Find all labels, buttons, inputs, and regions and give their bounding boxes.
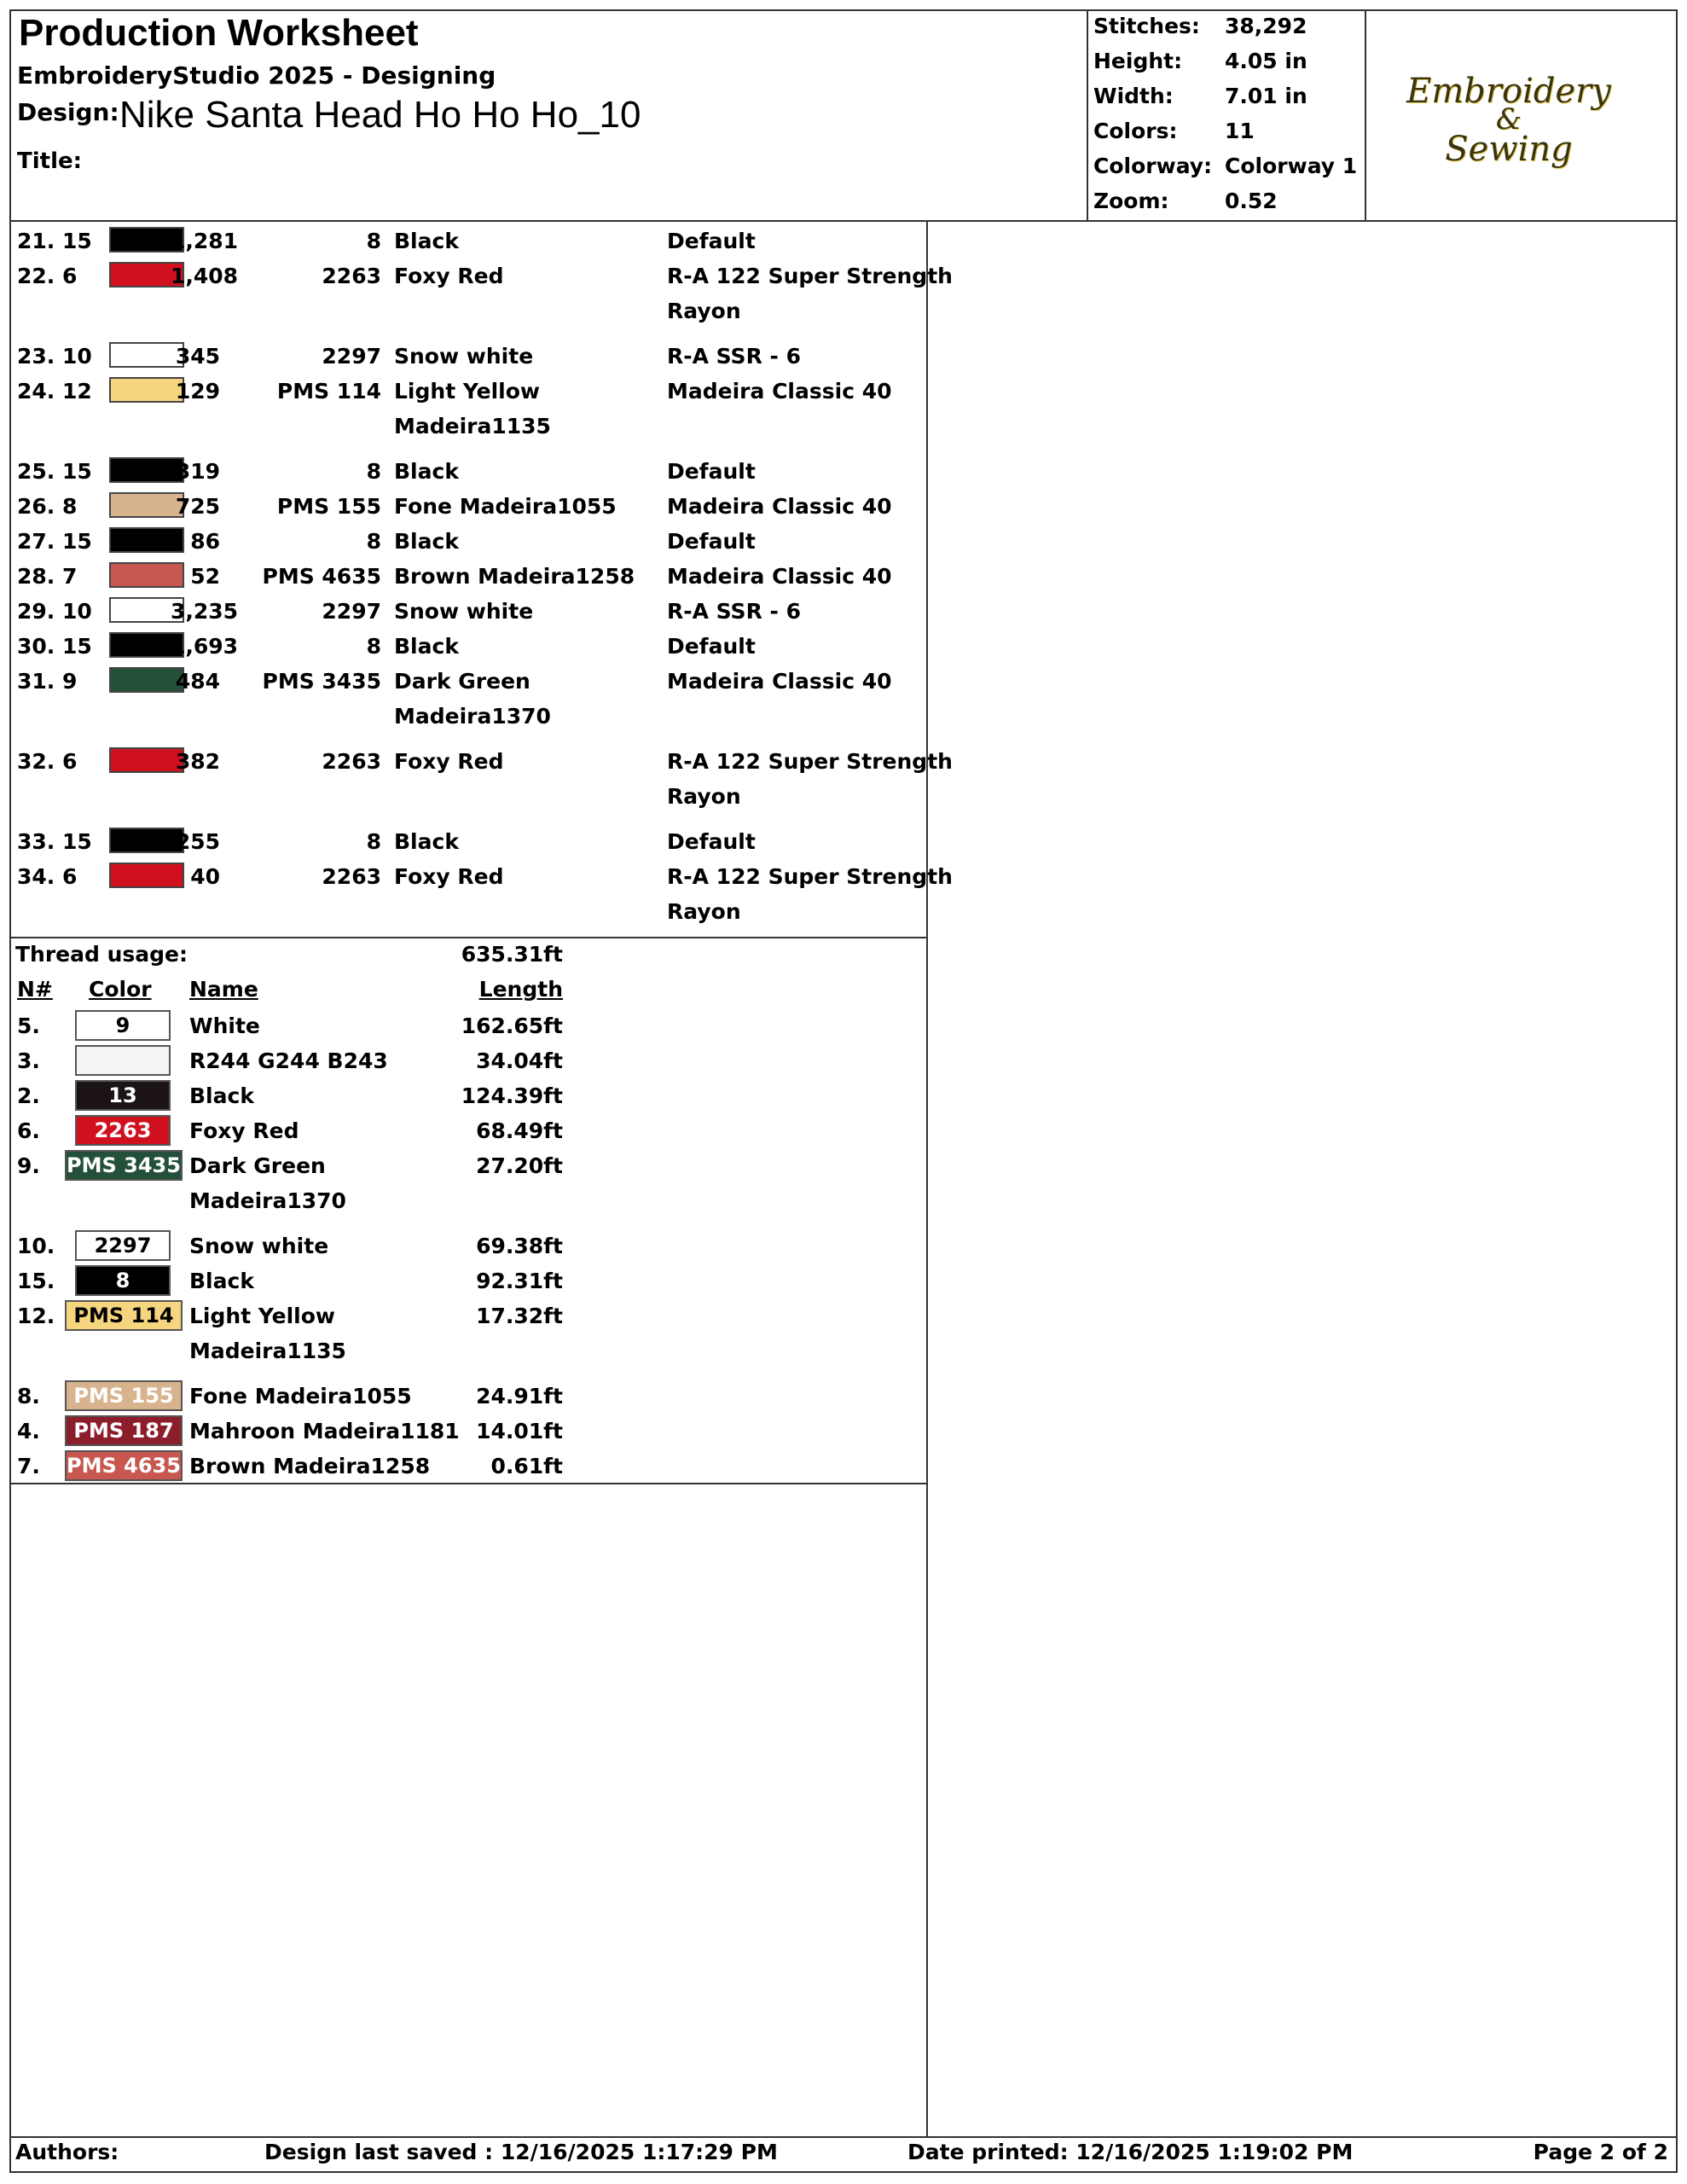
thread-usage-row [0, 1078, 926, 1113]
thread-code: 8 [366, 459, 381, 484]
thread-color-chip: PMS 114 [65, 1300, 183, 1331]
thread-usage-row [0, 1148, 926, 1213]
thread-name-continued: Madeira1370 [394, 704, 551, 729]
column-header-number: N# [17, 977, 53, 1002]
thread-number: 8. [17, 1384, 40, 1409]
stat-value: Colorway 1 [1225, 154, 1358, 178]
thread-color-chip: 2263 [75, 1115, 171, 1146]
sequence-index: 33. 15 [17, 829, 92, 854]
thread-length: 17.32ft [476, 1304, 563, 1328]
thread-name: Foxy Red [394, 749, 504, 774]
thread-usage-row [0, 1043, 926, 1078]
thread-usage-row [0, 1414, 926, 1449]
thread-chart: Madeira Classic 40 [667, 564, 892, 589]
stitch-count: 40 [190, 864, 220, 889]
thread-chart: Default [667, 634, 756, 659]
thread-chart: R-A SSR - 6 [667, 599, 801, 624]
stat-label: Colors: [1093, 119, 1178, 143]
stitch-count: 1,281 [171, 229, 239, 253]
stitch-count: 129 [175, 379, 220, 404]
thread-length: 0.61ft [490, 1454, 563, 1478]
column-header-name: Name [189, 977, 258, 1002]
thread-name-continued: Madeira1135 [394, 414, 551, 439]
stitch-count: 52 [190, 564, 220, 589]
thread-name: R244 G244 B243 [189, 1048, 388, 1073]
thread-name: Snow white [394, 599, 534, 624]
thread-number: 4. [17, 1419, 40, 1443]
thread-name: Black [394, 529, 459, 554]
thread-number: 6. [17, 1118, 40, 1143]
logo-line-1: Embroidery [1406, 72, 1611, 111]
thread-length: 34.04ft [476, 1048, 563, 1073]
stitch-count: 345 [175, 344, 220, 369]
sequence-row [0, 489, 926, 524]
sequence-index: 31. 9 [17, 669, 78, 694]
thread-code: 2297 [322, 599, 381, 624]
sequence-index: 28. 7 [17, 564, 78, 589]
stitch-count: 484 [175, 669, 220, 694]
thread-code: 2297 [322, 344, 381, 369]
thread-chart: Madeira Classic 40 [667, 494, 892, 519]
stat-label: Width: [1093, 84, 1174, 108]
thread-code: 2263 [322, 864, 381, 889]
logo-divider [1365, 9, 1366, 220]
thread-length: 68.49ft [476, 1118, 563, 1143]
thread-name: Foxy Red [394, 864, 504, 889]
thread-number: 15. [17, 1269, 55, 1293]
thread-chart: Default [667, 459, 756, 484]
thread-usage-row [0, 1379, 926, 1414]
thread-name: Dark Green [394, 669, 530, 694]
thread-color-chip: PMS 155 [65, 1380, 183, 1411]
thread-color-chip: PMS 4635 [65, 1450, 183, 1481]
thread-name: Black [394, 634, 459, 659]
sequence-row [0, 339, 926, 374]
thread-color-chip: 9 [75, 1010, 171, 1041]
thread-chart-continued: Rayon [667, 784, 741, 809]
thread-number: 10. [17, 1234, 55, 1258]
stat-height [1093, 45, 1365, 80]
thread-number: 2. [17, 1083, 40, 1108]
thread-name: Light Yellow [189, 1304, 336, 1328]
thread-code: PMS 4635 [262, 564, 381, 589]
stats-divider [1087, 9, 1088, 220]
column-header-length: Length [478, 977, 563, 1002]
sequence-index: 23. 10 [17, 344, 92, 369]
sequence-row [0, 859, 953, 924]
sequence-index: 25. 15 [17, 459, 92, 484]
software-name: EmbroideryStudio 2025 - Designing [17, 61, 496, 90]
thread-chart: Default [667, 229, 756, 253]
logo-ampersand: & [1495, 102, 1522, 136]
footer-authors: Authors: [15, 2140, 119, 2164]
sequence-row [0, 524, 926, 559]
thread-length: 69.38ft [476, 1234, 563, 1258]
thread-chart: Default [667, 829, 756, 854]
thread-length: 24.91ft [476, 1384, 563, 1409]
thread-chart: R-A 122 Super Strength [667, 749, 953, 774]
thread-name: Snow white [394, 344, 534, 369]
stat-label: Height: [1093, 49, 1183, 73]
thread-name: Fone Madeira1055 [189, 1384, 412, 1409]
thread-name: Foxy Red [394, 264, 504, 288]
thread-usage-total: 635.31ft [461, 942, 563, 967]
thread-name: Black [189, 1269, 254, 1293]
thread-code: 8 [366, 529, 381, 554]
thread-name: Black [394, 229, 459, 253]
thread-name: Black [189, 1083, 254, 1108]
thread-chart: Madeira Classic 40 [667, 669, 892, 694]
stat-label: Colorway: [1093, 154, 1213, 178]
thread-usage-row [0, 1228, 926, 1263]
design-name: Nike Santa Head Ho Ho Ho_10 [119, 94, 641, 136]
sequence-row [0, 594, 926, 629]
stat-label: Zoom: [1093, 189, 1169, 213]
thread-usage-row [0, 1113, 926, 1148]
stat-value: 7.01 in [1225, 84, 1307, 108]
thread-code: PMS 3435 [262, 669, 381, 694]
stitch-count: 1,693 [171, 634, 239, 659]
thread-color-chip: 8 [75, 1265, 171, 1296]
thread-name: Foxy Red [189, 1118, 299, 1143]
sequence-index: 29. 10 [17, 599, 92, 624]
thread-name: Black [394, 459, 459, 484]
sequence-index: 32. 6 [17, 749, 78, 774]
thread-number: 7. [17, 1454, 40, 1478]
stitch-count: 86 [190, 529, 220, 554]
column-divider [926, 220, 928, 2136]
stat-value: 0.52 [1225, 189, 1278, 213]
thread-color-chip: PMS 187 [65, 1415, 183, 1446]
stat-value: 11 [1225, 119, 1255, 143]
sequence-row [0, 374, 926, 439]
thread-usage-label: Thread usage: [15, 942, 188, 967]
sequence-row [0, 258, 953, 323]
brand-logo [1368, 10, 1649, 218]
thread-name: White [189, 1014, 260, 1038]
sequence-row [0, 559, 926, 594]
thread-name: Mahroon Madeira1181 [189, 1419, 460, 1443]
thread-chart: Default [667, 529, 756, 554]
thread-name: Fone Madeira1055 [394, 494, 617, 519]
thread-name: Black [394, 829, 459, 854]
thread-usage-row [0, 1263, 926, 1298]
thread-length: 14.01ft [476, 1419, 563, 1443]
stitch-count: 382 [175, 749, 220, 774]
sequence-row [0, 664, 926, 729]
thread-color-chip [75, 1045, 171, 1076]
stitch-count: 319 [175, 459, 220, 484]
thread-code: PMS 114 [276, 379, 381, 404]
thread-code: 2263 [322, 264, 381, 288]
sequence-index: 30. 15 [17, 634, 92, 659]
thread-name-continued: Madeira1135 [189, 1339, 346, 1363]
stat-value: 4.05 in [1225, 49, 1307, 73]
sequence-divider [9, 937, 926, 938]
thread-code: 8 [366, 229, 381, 253]
sequence-index: 24. 12 [17, 379, 92, 404]
stitch-count: 255 [175, 829, 220, 854]
sequence-row [0, 744, 953, 809]
footer-divider [9, 2136, 1678, 2138]
thread-code: 2263 [322, 749, 381, 774]
thread-chart: R-A 122 Super Strength [667, 264, 953, 288]
thread-number: 3. [17, 1048, 40, 1073]
thread-color-chip: PMS 3435 [65, 1150, 183, 1181]
footer-page-number: Page 2 of 2 [1533, 2140, 1668, 2164]
sequence-index: 26. 8 [17, 494, 78, 519]
thread-name: Dark Green [189, 1153, 326, 1178]
stat-label: Stitches: [1093, 14, 1200, 38]
thread-chart: Madeira Classic 40 [667, 379, 892, 404]
thread-code: 8 [366, 634, 381, 659]
thread-name: Light Yellow [394, 379, 541, 404]
thread-name: Snow white [189, 1234, 329, 1258]
thread-usage-row [0, 1298, 926, 1363]
thread-code: PMS 155 [276, 494, 381, 519]
design-label: Design: [17, 98, 119, 126]
sequence-row [0, 629, 926, 664]
stat-zoom [1093, 185, 1365, 220]
stitch-count: 1,408 [171, 264, 239, 288]
thread-usage-row [0, 1449, 926, 1484]
stat-value: 38,292 [1225, 14, 1307, 38]
page-title: Production Worksheet [19, 12, 419, 54]
stat-stitches [1093, 10, 1365, 45]
thread-length: 92.31ft [476, 1269, 563, 1293]
stitch-count: 725 [175, 494, 220, 519]
sequence-row [0, 824, 926, 859]
sequence-index: 34. 6 [17, 864, 78, 889]
footer-date-printed: Date printed: 12/16/2025 1:19:02 PM [907, 2140, 1354, 2164]
sequence-index: 21. 15 [17, 229, 92, 253]
sequence-row [0, 224, 926, 258]
thread-length: 27.20ft [476, 1153, 563, 1178]
thread-name: Brown Madeira1258 [394, 564, 635, 589]
title-label: Title: [17, 148, 83, 174]
thread-number: 9. [17, 1153, 40, 1178]
thread-color-chip: 13 [75, 1080, 171, 1111]
sequence-index: 27. 15 [17, 529, 92, 554]
stat-colorway [1093, 150, 1365, 185]
thread-chart-continued: Rayon [667, 899, 741, 924]
thread-number: 12. [17, 1304, 55, 1328]
column-header-color: Color [89, 977, 152, 1002]
thread-name: Brown Madeira1258 [189, 1454, 431, 1478]
thread-code: 8 [366, 829, 381, 854]
thread-length: 124.39ft [461, 1083, 563, 1108]
footer-last-saved: Design last saved : 12/16/2025 1:17:29 PM [264, 2140, 778, 2164]
sequence-row [0, 454, 926, 489]
thread-usage-row [0, 1008, 926, 1043]
stitch-count: 3,235 [171, 599, 239, 624]
logo-line-2: Sewing [1445, 130, 1573, 169]
thread-number: 5. [17, 1014, 40, 1038]
stat-width [1093, 80, 1365, 115]
thread-chart: R-A SSR - 6 [667, 344, 801, 369]
header-divider [9, 220, 1678, 222]
thread-color-chip: 2297 [75, 1230, 171, 1261]
thread-name-continued: Madeira1370 [189, 1188, 346, 1213]
thread-chart-continued: Rayon [667, 299, 741, 323]
sequence-index: 22. 6 [17, 264, 78, 288]
stat-colors [1093, 115, 1365, 150]
thread-length: 162.65ft [461, 1014, 563, 1038]
thread-chart: R-A 122 Super Strength [667, 864, 953, 889]
